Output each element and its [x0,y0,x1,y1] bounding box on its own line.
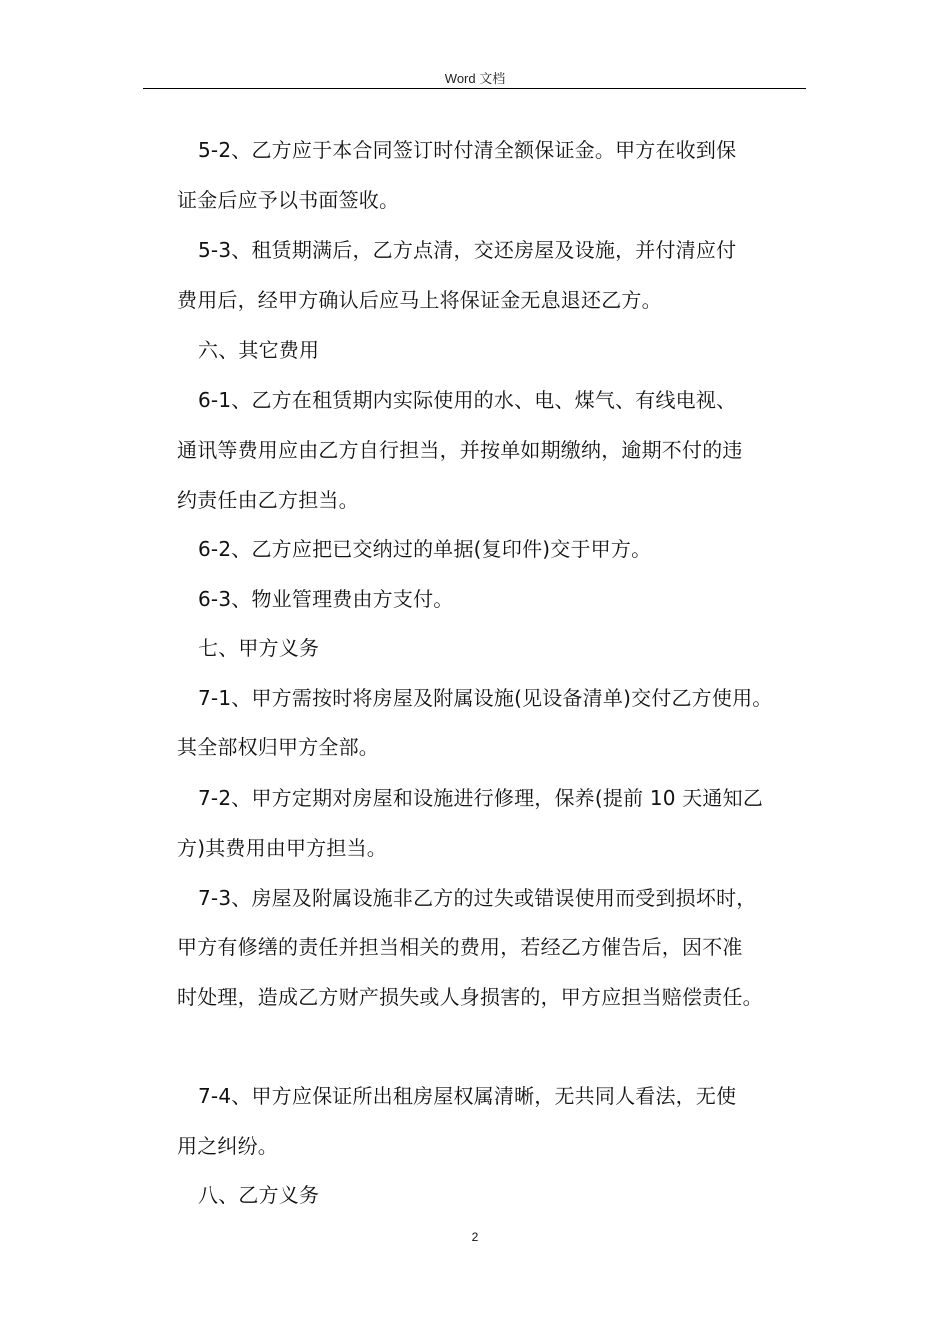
paragraph-line: 7-3、房屋及附属设施非乙方的过失或错误使用而受到损坏时， [198,886,757,910]
page-header-title: Word 文档 [444,71,506,86]
paragraph-line: 通讯等费用应由乙方自行担当，并按单如期缴纳，逾期不付的违 [177,438,743,462]
section-heading: 七、甲方义务 [198,636,320,660]
paragraph-line: 6-1、乙方在租赁期内实际使用的水、电、煤气、有线电视、 [198,388,737,412]
paragraph-line: 甲方有修缮的责任并担当相关的费用，若经乙方催告后，因不准 [177,935,743,959]
paragraph-line: 证金后应予以书面签收。 [177,188,400,212]
section-heading: 八、乙方义务 [198,1183,320,1207]
paragraph-line: 5-3、租赁期满后，乙方点清，交还房屋及设施，并付清应付 [198,238,737,262]
paragraph-line: 7-4、甲方应保证所出租房屋权属清晰，无共同人看法，无使 [198,1084,737,1108]
paragraph-line: 时处理，造成乙方财产损失或人身损害的，甲方应担当赔偿责任。 [177,985,763,1009]
paragraph-line: 方)其费用由甲方担当。 [177,836,388,860]
header-divider [143,88,806,89]
paragraph-line: 5-2、乙方应于本合同签订时付清全额保证金。甲方在收到保 [198,138,737,162]
paragraph-line: 6-2、乙方应把已交纳过的单据(复印件)交于甲方。 [198,537,652,561]
paragraph-line: 7-1、甲方需按时将房屋及附属设施(见设备清单)交付乙方使用。 [198,686,773,710]
paragraph-line: 6-3、物业管理费由方支付。 [198,587,454,611]
paragraph-line: 7-2、甲方定期对房屋和设施进行修理，保养(提前 10 天通知乙 [198,786,764,810]
paragraph-line: 用之纠纷。 [177,1134,278,1158]
paragraph-line: 费用后，经甲方确认后应马上将保证金无息退还乙方。 [177,288,662,312]
paragraph-line: 约责任由乙方担当。 [177,488,359,512]
section-heading: 六、其它费用 [198,338,320,362]
page-number: 2 [471,1230,479,1244]
paragraph-line: 其全部权归甲方全部。 [177,735,379,759]
